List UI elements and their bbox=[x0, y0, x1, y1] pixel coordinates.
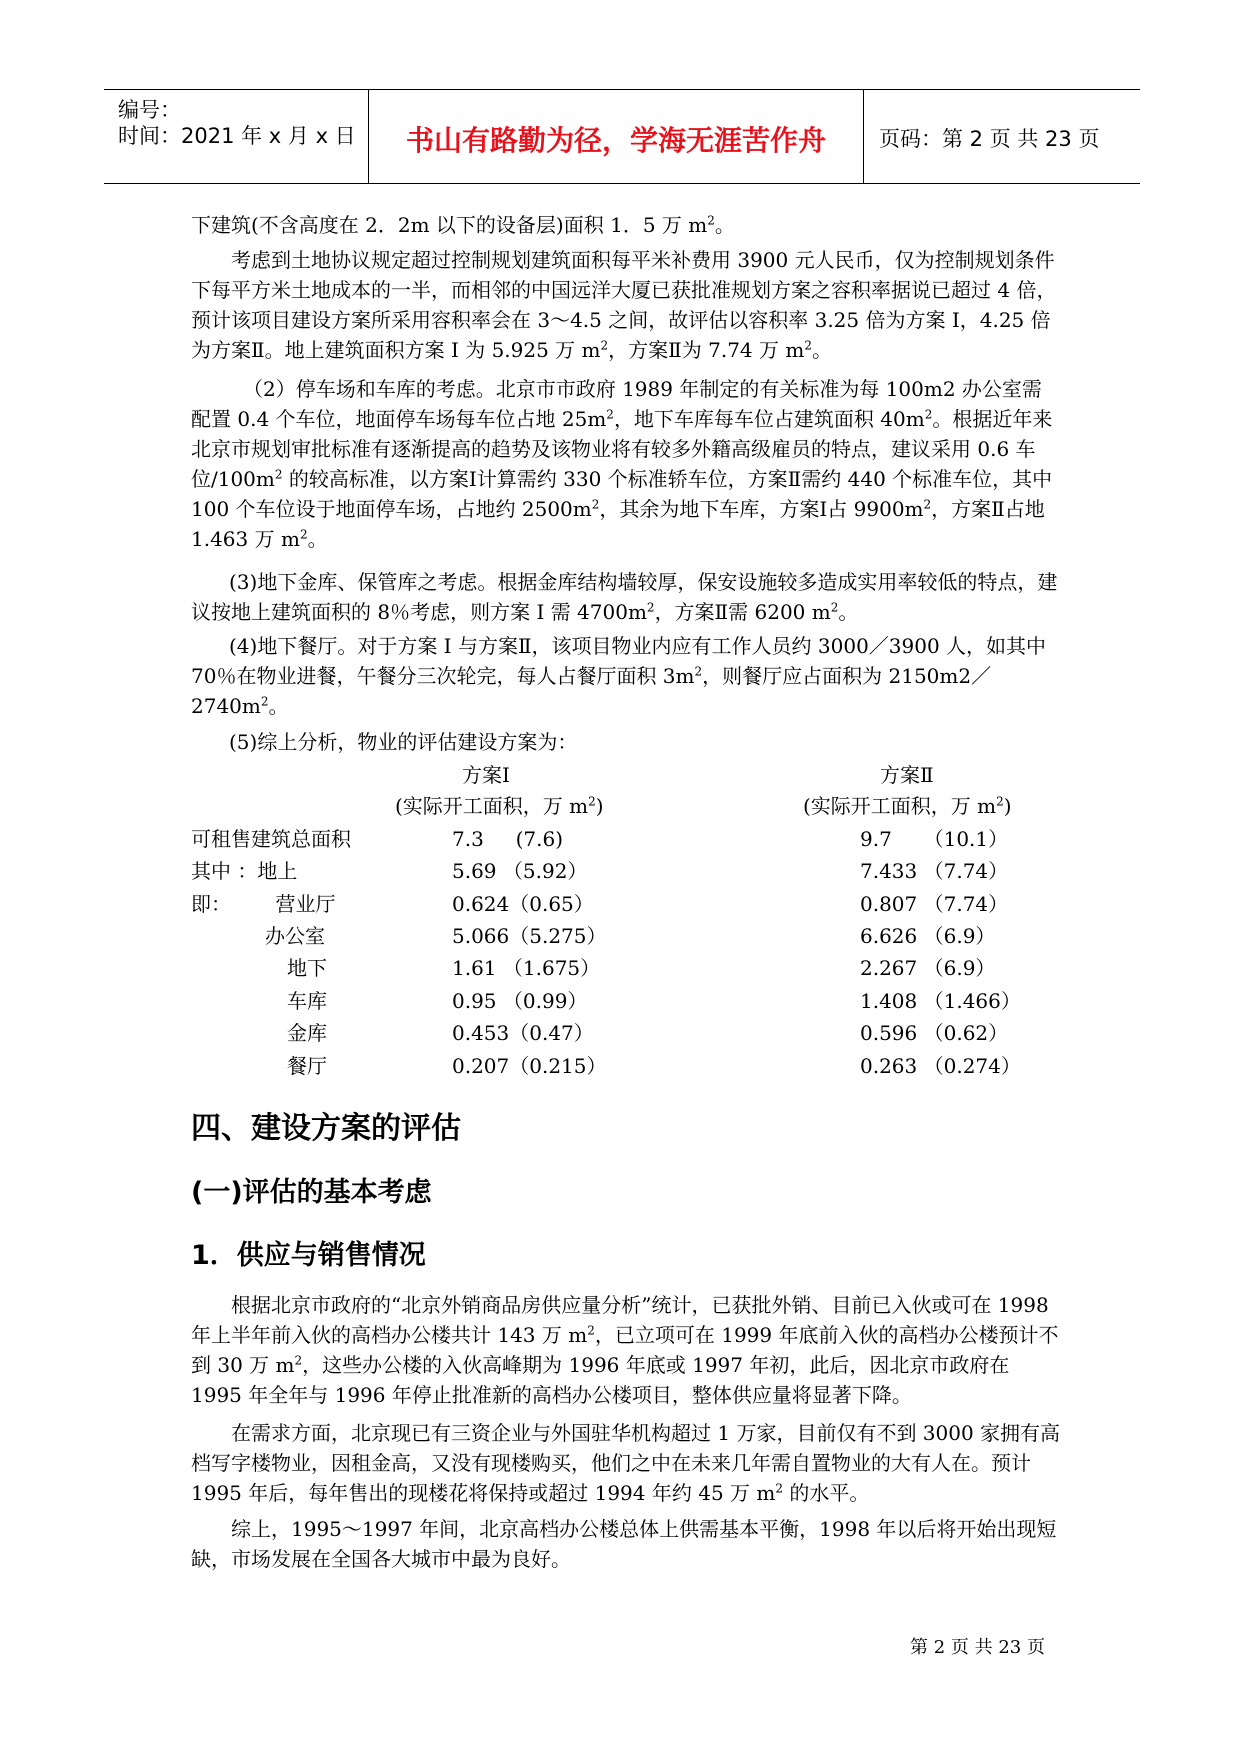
table-row-label: 餐厅 bbox=[287, 1054, 327, 1078]
table-cell-plan-a: 0.95 （0.99） bbox=[452, 989, 588, 1013]
table-cell-plan-a: 0.207（0.215） bbox=[452, 1054, 607, 1078]
paragraph-parking: （2）停车场和车库的考虑。北京市市政府 1989 年制定的有关标准为每 100m2 办公室需配置 0.4 个车位，地面停车场每车位占地 $25m^2$，地下车库每车位占建筑面积 $40m^2$。根据近年来北京市规划审批标准有逐渐提高的趋势及该物业将有较多外籍高级雇员的特点，建议采用 0.6 车位$/100m^2$ 的较高标准，以方案Ⅰ计算需约 330 个标准轿车位，方案Ⅱ需约 440 个标准车位，其中 100 个车位设于地面停车场，占地约 $2500m^2$，其余为地下车库，方案Ⅰ占 $9900m^2$，方案Ⅱ占地 1.463 万 $m^2$。 bbox=[191, 377, 1053, 551]
section-heading: 四、建设方案的评估 bbox=[191, 1111, 461, 1146]
motto: 书山有路勤为径，学海无涯苦作舟 bbox=[405, 124, 826, 157]
table-cell-plan-a: 1.61 （1.675） bbox=[452, 956, 601, 980]
table-row-label: 即： 营业厅 bbox=[191, 892, 336, 916]
paragraph-floor-area-ratio: 考虑到土地协议规定超过控制规划建筑面积每平米补费用 3900 元人民币，仅为控制规划条件下每平方米土地成本的一半，而相邻的中国远洋大厦已获批准规划方案之容积率据说已超过 4 倍，预计该项目建设方案所采用容积率会在 3～4.5 之间，故评估以容积率 3.25 倍为方案 I，4.25 倍为方案Ⅱ。地上建筑面积方案 I 为 5.925 万 $m^2$，方案Ⅱ为 7.74 万 $m^2$。 bbox=[191, 248, 1057, 362]
table-cell-plan-b: 0.807 （7.74） bbox=[860, 892, 1009, 916]
paragraph-demand: 在需求方面，北京现已有三资企业与外国驻华机构超过 1 万家，目前仅有不到 3000 家拥有高档写字楼物业，因租金高，又没有现楼购买，他们之中在未来几年需自置物业的大有人在。预计 1995 年后，每年售出的现楼花将保持或超过 1994 年约 45 万 $m^2$ 的水平。 bbox=[191, 1421, 1061, 1505]
paragraph-continuation: 下建筑(不含高度在 2．2m 以下的设备层)面积 1．5 万 $m^2$。 bbox=[191, 213, 735, 237]
table-cell-plan-a: 0.624（0.65） bbox=[452, 892, 594, 916]
table-row-label: 可租售建筑总面积 bbox=[191, 827, 351, 851]
number-label: 编号： bbox=[118, 98, 181, 122]
subsection-heading: (一)评估的基本考虑 bbox=[191, 1177, 432, 1208]
paragraph-supply: 根据北京市政府的“北京外销商品房供应量分析”统计，已获批外销、目前已入伙或可在 1998 年上半年前入伙的高档办公楼共计 143 万 $m^2$，已立项可在 1999 年底前入伙的高档办公楼预计不到 30 万 $m^2$，这些办公楼的入伙高峰期为 1996 年底或 1997 年初，此后，因北京市政府在 1995 年全年与 1996 年停止批准新的高档办公楼项目，整体供应量将显著下降。 bbox=[191, 1293, 1059, 1407]
table-cell-plan-a: 7.3 (7.6) bbox=[452, 827, 564, 851]
paragraph-restaurant: (4)地下餐厅。对于方案 I 与方案Ⅱ，该项目物业内应有工作人员约 3000／3900 人，如其中 70％在物业进餐，午餐分三次轮完，每人占餐厅面积 $3m^2$，则餐厅应占面积为 $2150m2/2740m^2$。 bbox=[191, 634, 1047, 718]
table-cell-plan-b: 2.267 （6.9） bbox=[860, 956, 996, 980]
header-page-cell bbox=[864, 90, 1140, 183]
header-info-cell bbox=[104, 90, 369, 183]
table-row-label: 车库 bbox=[287, 989, 327, 1013]
table-row-label: 其中 ：地上 bbox=[191, 859, 298, 883]
header-motto-cell bbox=[369, 90, 864, 183]
table-row-label: 办公室 bbox=[265, 924, 325, 948]
table-cell-plan-b: 1.408 （1.466） bbox=[860, 989, 1021, 1013]
time-label: 时间：2021 年 x 月 x 日 bbox=[118, 124, 356, 148]
table-header-plan-b: 方案Ⅱ bbox=[880, 763, 934, 787]
table-cell-plan-a: 5.69 （5.92） bbox=[452, 859, 588, 883]
table-cell-plan-b: 7.433 （7.74） bbox=[860, 859, 1009, 883]
table-cell-plan-a: 5.066（5.275） bbox=[452, 924, 607, 948]
table-row-label: 金库 bbox=[287, 1021, 327, 1045]
page-label: 页码：第 2 页 共 23 页 bbox=[879, 127, 1100, 151]
table-cell-plan-b: 9.7 （10.1） bbox=[860, 827, 1009, 851]
table-cell-plan-b: 6.626 （6.9） bbox=[860, 924, 996, 948]
table-cell-plan-b: 0.263 （0.274） bbox=[860, 1054, 1021, 1078]
table-cell-plan-b: 0.596 （0.62） bbox=[860, 1021, 1009, 1045]
page-header bbox=[104, 89, 1140, 184]
table-row-label: 地下 bbox=[287, 956, 327, 980]
table-unit-plan-a: (实际开工面积，万 $m^2$) bbox=[395, 794, 604, 818]
subsubsection-heading: 1．供应与销售情况 bbox=[191, 1240, 426, 1271]
table-cell-plan-a: 0.453（0.47） bbox=[452, 1021, 594, 1045]
paragraph-summary-intro: (5)综上分析，物业的评估建设方案为： bbox=[229, 730, 578, 754]
paragraph-vault: (3)地下金库、保管库之考虑。根据金库结构墙较厚，保安设施较多造成实用率较低的特点，建议按地上建筑面积的 8％考虑，则方案 I 需 $4700m^2$，方案Ⅱ需 6200 $m^2$。 bbox=[191, 570, 1058, 624]
page-footer: 第 2 页 共 23 页 bbox=[910, 1637, 1045, 1658]
table-header-plan-a: 方案Ⅰ bbox=[462, 763, 510, 787]
table-unit-plan-b: (实际开工面积，万 $m^2$) bbox=[803, 794, 1012, 818]
paragraph-conclusion: 综上，1995～1997 年间，北京高档办公楼总体上供需基本平衡，1998 年以后将开始出现短缺，市场发展在全国各大城市中最为良好。 bbox=[191, 1517, 1057, 1571]
